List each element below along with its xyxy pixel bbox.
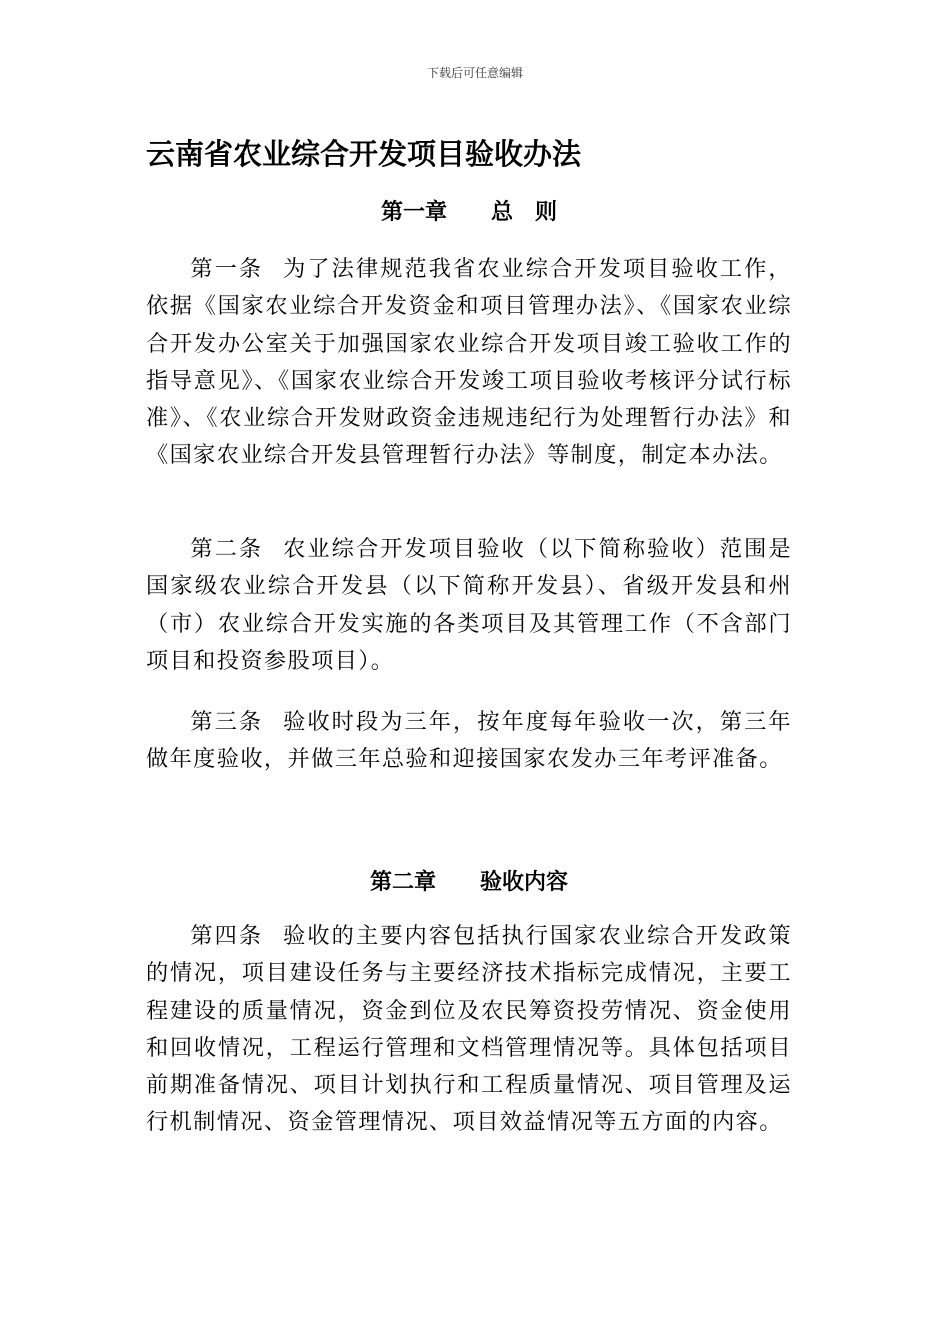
article-number: 第二条 [190,536,264,562]
article-number: 第四条 [190,923,264,949]
article-text: 农业综合开发项目验收（以下简称验收）范围是国家级农业综合开发县（以下简称开发县）、省级开发县和州（市）农业综合开发实施的各类项目及其管理工作（不含部门项目和投资参股项目）。 [146,536,792,674]
article-text: 为了法律规范我省农业综合开发项目验收工作，依据《国家农业综合开发资金和项目管理办法》、《国家农业综合开发办公室关于加强国家农业综合开发项目竣工验收工作的指导意见》、《国家农业综合开发竣工项目验收考核评分试行标准》、《农业综合开发财政资金违规违纪行为处理暂行办法》和《国家农业综合开发县管理暂行办法》等制度，制定本办法。 [146,256,792,469]
article-number: 第一条 [190,256,264,282]
chapter-heading-1: 第一章 总 则 [380,200,557,225]
article-2 [146,531,792,680]
article-1 [146,251,792,475]
document-title: 云南省农业综合开发项目验收办法 [146,137,582,171]
article-3 [146,704,792,779]
article-number: 第三条 [190,709,264,735]
header-note: 下载后可任意编辑 [426,66,523,80]
article-text: 验收的主要内容包括执行国家农业综合开发政策的情况，项目建设任务与主要经济技术指标完成情况，主要工程建设的质量情况，资金到位及农民筹资投劳情况、资金使用和回收情况，工程运行管理和文档管理情况等。具体包括项目前期准备情况、项目计划执行和工程质量情况、项目管理及运行机制情况、资金管理情况、项目效益情况等五方面的内容。 [146,923,792,1136]
article-text: 验收时段为三年，按年度每年验收一次，第三年做年度验收，并做三年总验和迎接国家农发办三年考评准备。 [146,709,792,773]
chapter-heading-2: 第二章 验收内容 [369,870,568,895]
article-4 [146,918,792,1142]
